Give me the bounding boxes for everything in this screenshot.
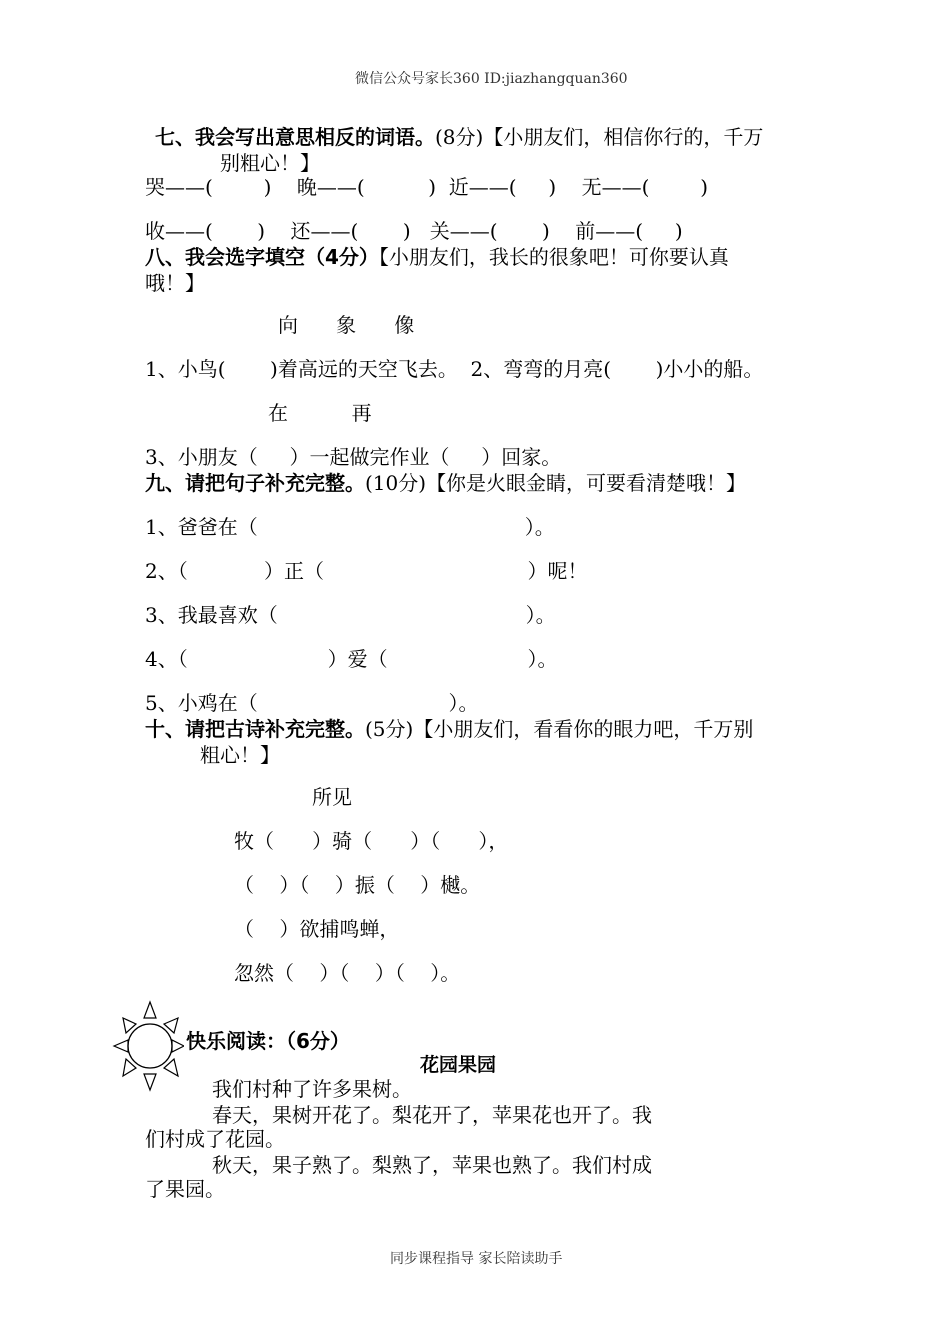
section-7-hint: 【小朋友们，相信你行的，千万 (483, 125, 764, 149)
section-10-title: 十、请把古诗补充完整。 (145, 717, 365, 741)
fill-question-2: 3、小朋友（ ）一起做完作业（ ）回家。 (145, 445, 562, 469)
section-9-title: 九、请把句子补充完整。 (145, 471, 365, 495)
section-10-hint: 【小朋友们，看看你的眼力吧，千万别 (413, 717, 754, 741)
section-9-score: (10分) (365, 471, 427, 495)
word-choices-1: 向 象 像 (278, 313, 415, 337)
poem-title: 所见 (312, 785, 352, 809)
section-7-score: (8分) (435, 125, 484, 149)
section-8-title: 八、我会选字填空（4分） (145, 245, 379, 269)
sentence-item: 1、爸爸在（ ）。 (145, 515, 555, 539)
section-10-score: (5分) (365, 717, 414, 741)
section-7-title: 七、我会写出意思相反的词语。 (155, 125, 435, 149)
poem-line: （ ）欲捕鸣蝉， (234, 917, 400, 941)
section-10-hint-cont: 粗心！】 (200, 743, 280, 767)
section-9-heading (145, 470, 746, 496)
section-9-hint: 【你是火眼金睛，可要看清楚哦！】 (426, 471, 747, 495)
reading-paragraph: 秋天，果子熟了。梨熟了，苹果也熟了。我们村成 (212, 1153, 652, 1177)
page-header: 微信公众号家长360 ID:jiazhangquan360 (355, 71, 628, 87)
reading-paragraph: 春天，果树开花了。梨花开了，苹果花也开了。我 (212, 1103, 652, 1127)
section-8-heading (145, 244, 729, 270)
section-7-hint-cont: 别粗心！】 (220, 151, 320, 175)
antonym-row-2: 收——( ) 还——( ) 关——( ) 前——( ) (145, 219, 683, 243)
reading-heading (186, 1028, 350, 1054)
reading-title: 花园果园 (420, 1054, 497, 1076)
poem-line: 忽然（ ）（ ）（ ）。 (234, 961, 461, 985)
poem-line: （ ）（ ）振（ ）樾。 (234, 873, 481, 897)
sentence-item: 3、我最喜欢（ ）。 (145, 603, 556, 627)
reading-paragraph: 我们村种了许多果树。 (212, 1077, 412, 1101)
reading-label: 快乐阅读： (186, 1029, 286, 1053)
section-8-hint: 【小朋友们，我长的很象吧！可你要认真 (378, 245, 729, 269)
section-7-heading (155, 124, 763, 150)
section-10-heading (145, 716, 753, 742)
fill-question-1: 1、小鸟( )着高远的天空飞去。 2、弯弯的月亮( )小小的船。 (145, 357, 764, 381)
section-8-hint-cont: 哦！】 (145, 271, 205, 295)
reading-paragraph-cont: 了果园。 (145, 1177, 225, 1201)
sun-icon (112, 1000, 184, 1092)
sentence-item: 5、小鸡在（ ）。 (145, 691, 479, 715)
word-choices-2: 在 再 (268, 401, 372, 425)
poem-line: 牧（ ）骑（ ）（ ）， (234, 829, 509, 853)
reading-paragraph-cont: 们村成了花园。 (145, 1127, 285, 1151)
sentence-item: 2、（ ）正（ ）呢！ (145, 559, 588, 583)
antonym-row-1: 哭——( ) 晚——( ) 近——( ) 无——( ) (145, 175, 709, 199)
sentence-item: 4、（ ）爱（ ）。 (145, 647, 558, 671)
reading-score: （6分） (286, 1029, 350, 1053)
page-footer: 同步课程指导 家长陪读助手 (390, 1251, 563, 1267)
